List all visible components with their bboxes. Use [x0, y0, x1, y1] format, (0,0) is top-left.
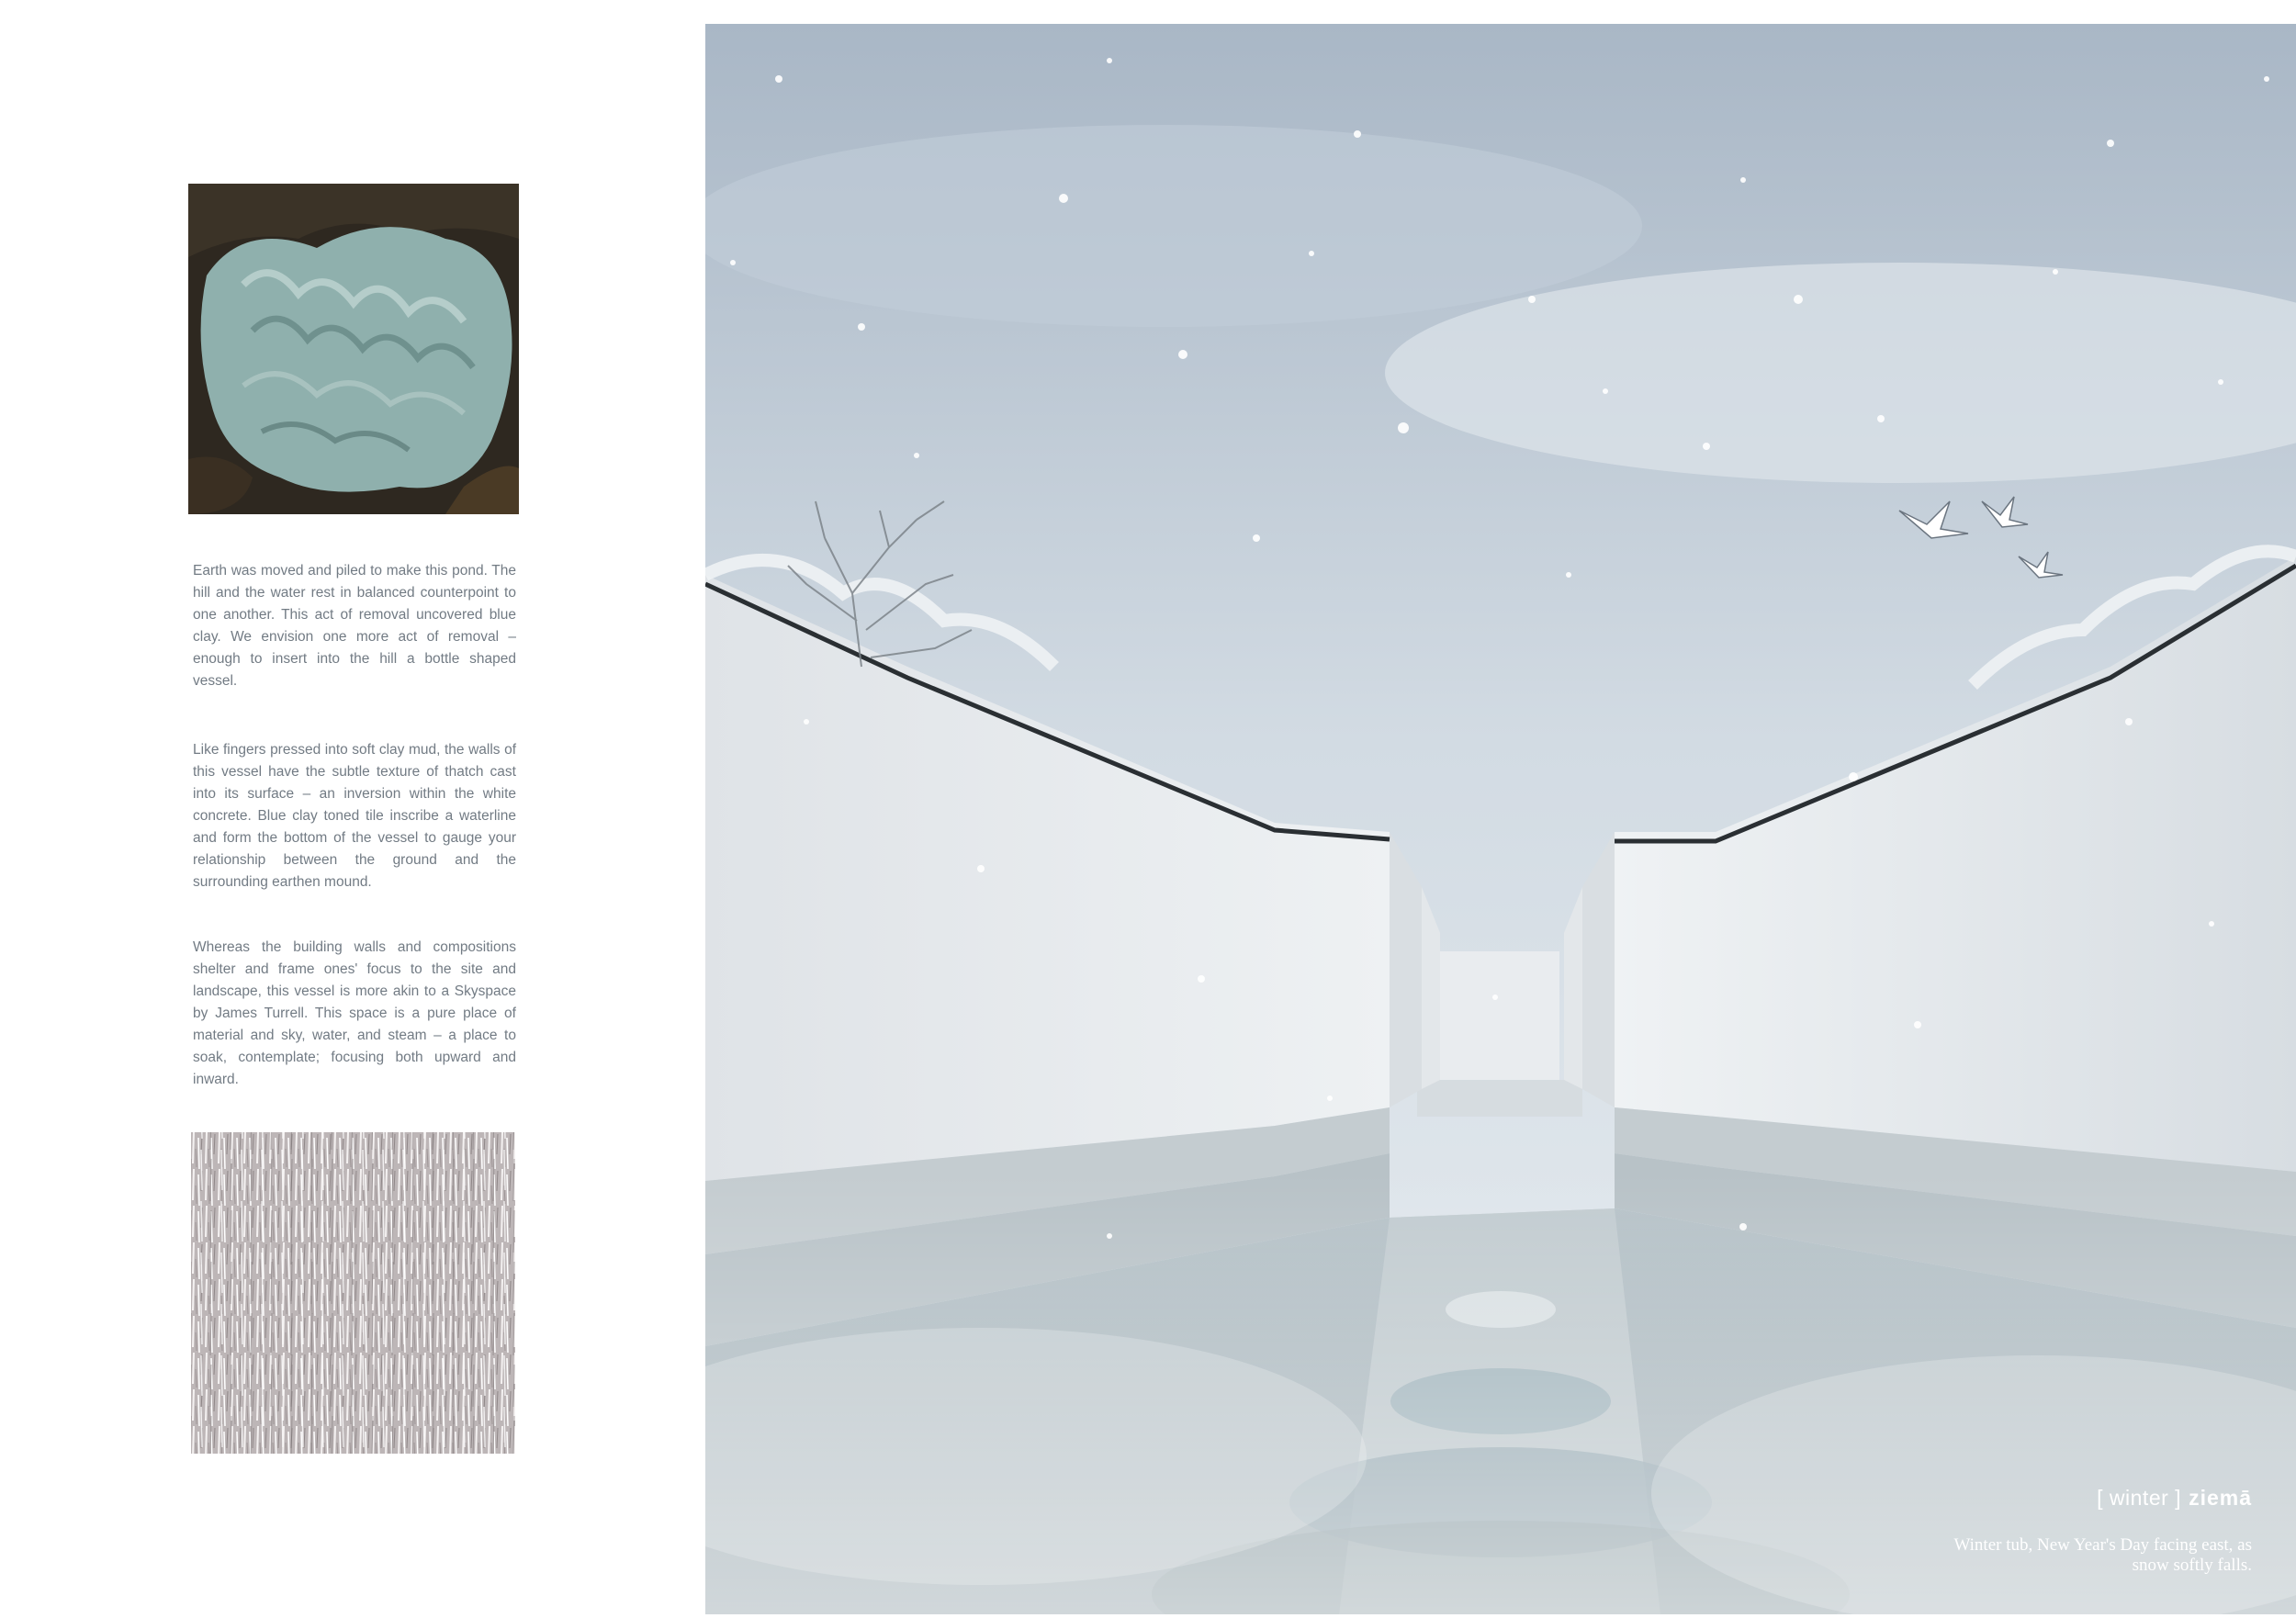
image-caption: Winter tub, New Year's Day facing east, as snow softly falls.	[1953, 1535, 2252, 1575]
skyspace-paragraph: Whereas the building walls and compositions shelter and frame ones' focus to the site and landscape, this vessel is more akin to a Skyspace by James Turrell. This space is a pure place of material and sky, water, and steam – a place to soak, contemplate; focusing both upward and inward.	[193, 939, 516, 1087]
thatch-texture-image	[191, 1132, 515, 1454]
blue-clay-photo	[188, 184, 519, 514]
intro-paragraph: Earth was moved and piled to make this pond. The hill and the water rest in balanced counterpoint to one another. This act of removal uncovered blue clay. We envision one more act of removal – enough to insert into the hill a bottle shaped vessel.	[193, 563, 516, 689]
blue-clay-image	[188, 184, 519, 514]
winter-scene-image	[705, 24, 2296, 1614]
texture-paragraph: Like fingers pressed into soft clay mud, the walls of this vessel have the subtle texture of thatch cast into its surface – an inversion within the white concrete. Blue clay toned tile inscribe a waterline and form the bottom of the vessel to gauge your relationship between the ground and the surrounding earthen mound.	[193, 742, 516, 890]
brand-label: ziemā	[2189, 1486, 2252, 1510]
winter-tub-rendering	[705, 24, 2296, 1614]
caption-title	[2097, 1486, 2252, 1511]
thatch-texture-sample	[191, 1132, 515, 1454]
season-label: [ winter ]	[2097, 1486, 2182, 1510]
